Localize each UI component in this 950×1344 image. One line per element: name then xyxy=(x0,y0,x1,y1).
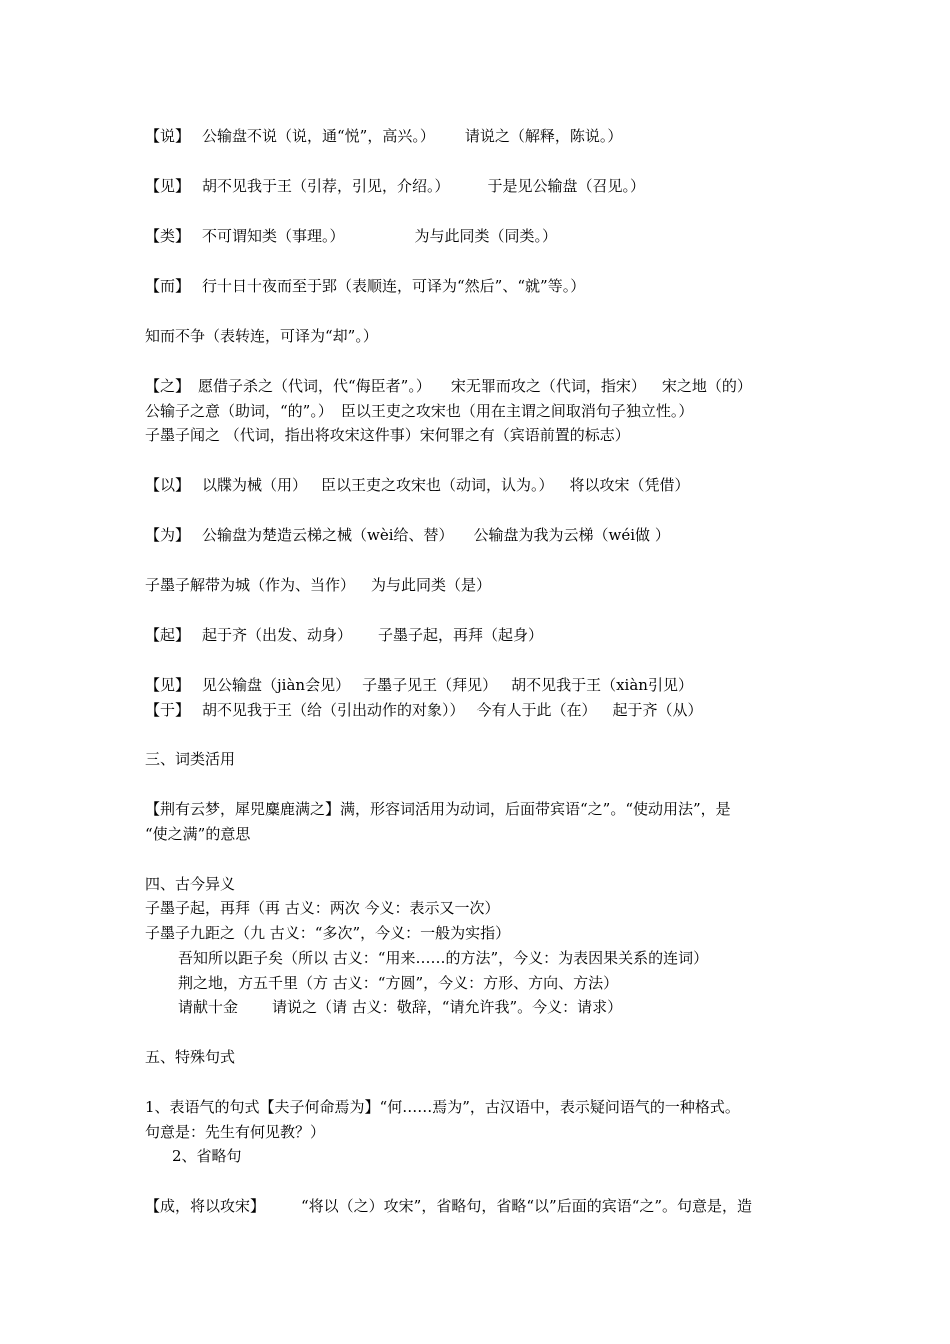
entry-qi xyxy=(145,625,543,645)
entry-example: 为与此同类（是） xyxy=(371,576,492,594)
paragraph xyxy=(145,1196,752,1216)
entry-yu xyxy=(145,700,703,720)
entry-example: 起于齐（出发、动身） xyxy=(202,626,353,644)
paragraph: 1、表语气的句式【夫子何命焉为】“何……焉为”，古汉语中，表示疑问语气的一种格式。 xyxy=(145,1098,740,1116)
entry-tag: 【起】 xyxy=(145,626,191,644)
entry-example: 子墨子解带为城（作为、当作） xyxy=(145,576,356,594)
section-heading: 五、特殊句式 xyxy=(145,1048,236,1066)
entry-shuo xyxy=(145,126,622,146)
entry-wei-cont xyxy=(145,575,491,595)
entry-yi xyxy=(145,475,690,495)
paragraph: 荆之地，方五千里（方 古义：“方圆”，今义：方形、方向、方法） xyxy=(178,974,619,992)
section-heading: 四、古今异义 xyxy=(145,875,236,893)
entry-example: 为与此同类（同类。） xyxy=(414,227,558,245)
entry-tag: 【以】 xyxy=(145,476,191,494)
entry-er xyxy=(145,276,585,296)
entry-example: 胡不见我于王（xiàn引见） xyxy=(511,676,693,694)
entry-example: 子墨子见王（拜见） xyxy=(362,676,498,694)
entry-example: 于是见公输盘（召见。） xyxy=(487,177,646,195)
entry-example: 不可谓知类（事理。） xyxy=(202,227,345,245)
entry-tag: 【说】 xyxy=(145,127,191,145)
entry-zhi xyxy=(145,376,752,396)
entry-wei xyxy=(145,525,670,545)
entry-example: 请说之（解释，陈说。） xyxy=(464,127,623,145)
entry-example: 子墨子起，再拜（起身） xyxy=(378,626,544,644)
paragraph: “使之满”的意思 xyxy=(145,825,251,843)
entry-tag: 【见】 xyxy=(145,676,191,694)
entry-example: 子墨子闻之 （代词，指出将攻宋这件事）宋何罪之有（宾语前置的标志） xyxy=(145,426,630,444)
entry-example: 公输盘不说（说，通“悦”，高兴。） xyxy=(202,127,435,145)
entry-example: 臣以王吏之攻宋也（动词，认为。） xyxy=(321,476,554,494)
entry-tag: 【而】 xyxy=(145,277,191,295)
paragraph xyxy=(178,997,622,1017)
entry-example: 以牒为械（用） xyxy=(202,476,308,494)
entry-er-cont xyxy=(145,326,378,346)
entry-example: 公输子之意（助词，“的”。） xyxy=(145,402,333,420)
paragraph: 吾知所以距子矣（所以 古义：“用来……的方法”，今义：为表因果关系的连词） xyxy=(178,949,709,967)
entry-tag: 【见】 xyxy=(145,177,191,195)
entry-example: 宋无罪而攻之（代词，指宋） xyxy=(450,377,646,395)
example-text: “将以（之）攻宋”，省略句，省略“以”后面的宾语“之”。句意是，造 xyxy=(301,1197,753,1215)
entry-example: 起于齐（从） xyxy=(612,701,703,719)
entry-example: 知而不争（表转连，可译为“却”。） xyxy=(145,327,378,345)
example-text: 请献十金 xyxy=(178,998,239,1016)
entry-zhi-cont2 xyxy=(145,425,630,445)
entry-example: 行十日十夜而至于郢（表顺连，可译为“然后”、“就”等。） xyxy=(202,277,586,295)
entry-jian2 xyxy=(145,675,693,695)
entry-example: 将以攻宋（凭借） xyxy=(569,476,690,494)
example-text: 请说之（请 古义：敬辞，“请允许我”。今义：请求） xyxy=(272,998,623,1016)
entry-tag: 【为】 xyxy=(145,526,191,544)
entry-example: 宋之地（的） xyxy=(661,377,752,395)
paragraph: 句意是：先生有何见教？） xyxy=(145,1123,326,1141)
entry-example: 胡不见我于王（给（引出动作的对象）） xyxy=(202,701,465,719)
entry-example: 公输盘为我为云梯（wéi做 ） xyxy=(473,526,670,544)
entry-example: 愿借子杀之（代词，代“侮臣者”。） xyxy=(198,377,431,395)
example-text: 【成，将以攻宋】 xyxy=(145,1197,266,1215)
sub-heading: 2、省略句 xyxy=(172,1147,242,1165)
entry-example: 见公输盘（jiàn会见） xyxy=(202,676,351,694)
entry-tag: 【类】 xyxy=(145,227,191,245)
entry-tag: 【之】 xyxy=(145,377,191,395)
entry-jian xyxy=(145,176,645,196)
entry-example: 今有人于此（在） xyxy=(476,701,597,719)
entry-lei xyxy=(145,226,557,246)
paragraph: 子墨子起，再拜（再 古义：两次 今义：表示又一次） xyxy=(145,899,500,917)
entry-example: 臣以王吏之攻宋也（用在主谓之间取消句子独立性。） xyxy=(340,402,694,420)
paragraph: 【荆有云梦，犀兕麋鹿满之】满，形容词活用为动词，后面带宾语“之”。“使动用法”，是 xyxy=(145,800,731,818)
entry-example: 胡不见我于王（引荐，引见，介绍。） xyxy=(202,177,450,195)
entry-tag: 【于】 xyxy=(145,701,191,719)
paragraph: 子墨子九距之（九 古义：“多次”，今义：一般为实指） xyxy=(145,924,511,942)
entry-example: 公输盘为楚造云梯之械（wèi给、替） xyxy=(202,526,454,544)
section-heading: 三、词类活用 xyxy=(145,750,236,768)
entry-zhi-cont xyxy=(145,401,693,421)
